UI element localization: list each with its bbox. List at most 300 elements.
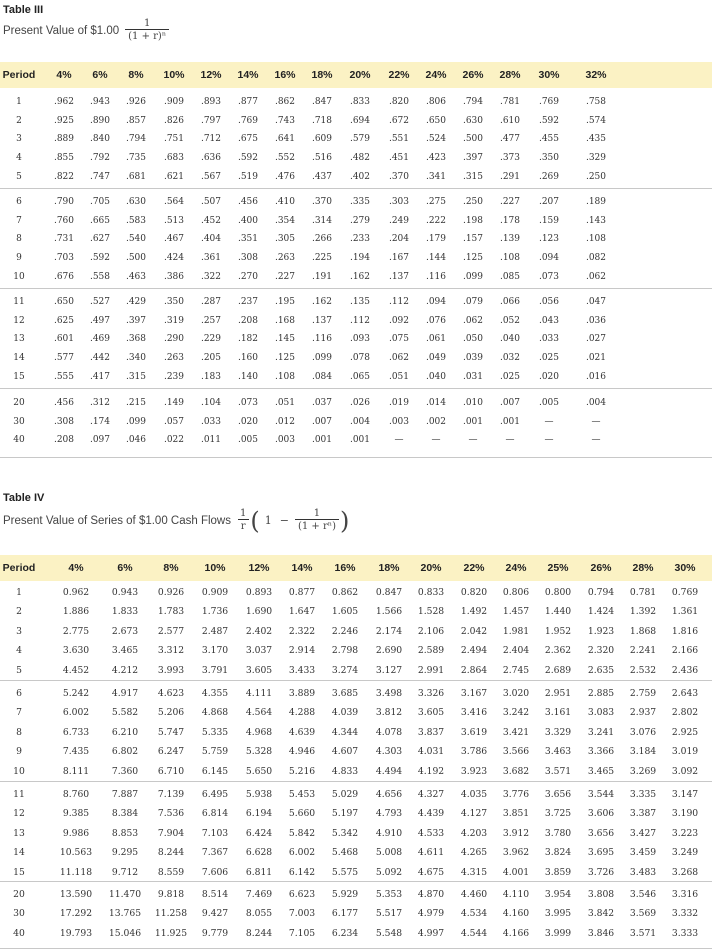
table-cell: 7.536 [157, 808, 185, 820]
table-cell: .625 [53, 315, 75, 326]
table-cell: 15.046 [108, 927, 142, 939]
table-cell: .962 [53, 97, 75, 107]
table-cell: 3.184 [629, 746, 657, 758]
table-cell: .269 [538, 171, 560, 182]
table-cell: .456 [237, 197, 259, 207]
table-cell: .062 [462, 315, 484, 326]
table-cell: 4.355 [201, 688, 229, 699]
table-cell: .149 [163, 398, 185, 408]
table-cell: 1.833 [111, 606, 139, 618]
table-cell: 4.160 [502, 908, 530, 920]
table-cell: 1.647 [288, 606, 316, 618]
table-cell: — [591, 435, 601, 446]
table-cell: .760 [53, 215, 75, 226]
period-cell: 5 [16, 664, 22, 676]
table-cell: 4.979 [417, 908, 445, 920]
table-cell: 8.244 [157, 847, 185, 859]
table-cell: .178 [499, 215, 521, 226]
table-cell: .621 [163, 171, 185, 182]
table-cell: .157 [462, 234, 484, 245]
formula-outer-numerator: 1 [240, 508, 247, 519]
table-cell: 17.292 [59, 908, 93, 920]
table-cell: 6.814 [201, 808, 229, 820]
table-cell: 7.367 [201, 847, 229, 859]
table-cell: .423 [425, 153, 447, 164]
table-cell: 3.465 [587, 765, 615, 777]
table-cell: .062 [585, 271, 607, 282]
rate-column-header: 12% [200, 69, 222, 81]
table-cell: 13.765 [108, 908, 142, 920]
table-cell: 3.995 [544, 908, 572, 920]
table-cell: .092 [388, 315, 410, 326]
table-cell: .021 [585, 353, 607, 364]
table-cell: .718 [311, 115, 333, 126]
table-cell: 7.606 [201, 866, 229, 878]
table-cell: 2.436 [671, 664, 699, 676]
table-cell: 3.316 [671, 889, 699, 900]
table-cell: .270 [237, 271, 259, 282]
table-cell: .769 [237, 115, 259, 126]
table-iii-caption [3, 18, 169, 43]
table-cell: .322 [200, 271, 222, 282]
table-cell: 0.847 [375, 587, 403, 598]
table-cell: 3.630 [62, 645, 90, 657]
rate-column-header: 24% [425, 69, 447, 81]
table-cell: .417 [89, 371, 111, 382]
period-cell: 1 [16, 587, 22, 598]
table-cell: 3.498 [375, 688, 403, 699]
table-cell: .033 [200, 416, 222, 427]
row-divider [0, 457, 712, 458]
table-cell: 3.170 [201, 645, 229, 657]
table-cell: — [431, 435, 441, 446]
rate-column-header: 25% [547, 562, 569, 574]
table-cell: .066 [499, 297, 521, 307]
table-cell: .410 [274, 197, 296, 207]
table-cell: .182 [237, 334, 259, 345]
right-paren: ) [339, 506, 350, 535]
table-cell: .373 [499, 153, 521, 164]
table-cell: 7.003 [288, 908, 316, 920]
table-cell: 3.387 [629, 808, 657, 820]
table-cell: .094 [425, 297, 447, 307]
table-cell: .020 [538, 371, 560, 382]
table-cell: .099 [125, 416, 147, 427]
table-cell: .205 [200, 353, 222, 364]
table-cell: 4.460 [460, 889, 488, 900]
table-cell: 3.776 [502, 789, 530, 800]
table-cell: 3.851 [502, 808, 530, 820]
table-cell: 5.353 [375, 889, 403, 900]
table-cell: .052 [499, 315, 521, 326]
table-cell: .079 [462, 297, 484, 307]
table-cell: .386 [163, 271, 185, 282]
table-cell: .314 [311, 215, 333, 226]
table-cell: .370 [311, 197, 333, 207]
table-cell: .019 [388, 398, 410, 408]
period-cell: 13 [13, 334, 25, 345]
rate-column-header: 28% [632, 562, 654, 574]
table-cell: .160 [237, 353, 259, 364]
table-cell: .833 [349, 97, 371, 107]
table-cell: .104 [200, 398, 222, 408]
table-cell: .855 [53, 153, 75, 164]
table-cell: 1.457 [502, 606, 530, 618]
table-cell: .162 [349, 271, 371, 282]
table-cell: 9.427 [201, 908, 229, 920]
rate-column-header: 10% [204, 562, 226, 574]
table-cell: .050 [462, 334, 484, 345]
table-cell: .319 [163, 315, 185, 326]
table-cell: 1.868 [629, 625, 657, 637]
table-cell: 4.111 [245, 688, 273, 699]
table-cell: .456 [53, 398, 75, 408]
table-cell: .469 [89, 334, 111, 345]
table-cell: .061 [425, 334, 447, 345]
table-cell: 4.544 [460, 927, 488, 939]
period-cell: 6 [16, 197, 22, 207]
table-cell: 3.483 [629, 866, 657, 878]
table-cell: .139 [499, 234, 521, 245]
table-cell: .239 [163, 371, 185, 382]
table-cell: .609 [311, 134, 333, 145]
table-cell: .840 [89, 134, 111, 145]
table-cell: 5.008 [375, 847, 403, 859]
table-cell: .222 [425, 215, 447, 226]
table-iv-formula-outer [237, 508, 249, 533]
table-cell: .047 [585, 297, 607, 307]
table-cell: 2.635 [587, 664, 615, 676]
table-cell: 3.791 [201, 664, 229, 676]
table-cell: .099 [311, 353, 333, 364]
table-cell: 0.862 [331, 587, 359, 598]
table-cell: .195 [274, 297, 296, 307]
table-cell: .577 [53, 353, 75, 364]
table-cell: .082 [585, 253, 607, 264]
table-cell: .305 [274, 234, 296, 245]
table-cell: 2.532 [629, 664, 657, 676]
table-cell: 3.274 [331, 664, 359, 676]
table-cell: 4.288 [288, 707, 316, 719]
table-cell: 5.929 [331, 889, 359, 900]
table-cell: .191 [311, 271, 333, 282]
table-cell: 2.745 [502, 664, 530, 676]
table-cell: 3.725 [544, 808, 572, 820]
table-cell: 3.566 [502, 746, 530, 758]
table-cell: 4.946 [288, 746, 316, 758]
table-cell: .051 [388, 371, 410, 382]
table-cell: .743 [274, 115, 296, 126]
table-cell: .574 [585, 115, 607, 126]
table-cell: .303 [388, 197, 410, 207]
table-cell: 0.833 [417, 587, 445, 598]
rate-column-header: 16% [274, 69, 296, 81]
table-cell: .583 [125, 215, 147, 226]
table-cell: .027 [585, 334, 607, 345]
table-cell: 3.808 [587, 889, 615, 900]
table-cell: .601 [53, 334, 75, 345]
table-cell: .758 [585, 97, 607, 107]
rate-column-header: 20% [349, 69, 371, 81]
table-cell: .524 [425, 134, 447, 145]
period-column-header: Period [2, 69, 36, 81]
table-cell: 6.142 [288, 866, 316, 878]
table-cell: .057 [163, 416, 185, 427]
table-cell: 1.492 [460, 606, 488, 618]
rate-column-header: 4% [68, 562, 84, 574]
table-cell: 5.842 [288, 827, 316, 839]
table-cell: 3.019 [671, 746, 699, 758]
table-cell: .263 [163, 353, 185, 364]
table-cell: 3.962 [502, 847, 530, 859]
table-cell: .567 [200, 171, 222, 182]
table-cell: .014 [425, 398, 447, 408]
table-cell: .402 [349, 171, 371, 182]
table-cell: 3.312 [157, 645, 185, 657]
table-cell: 3.083 [587, 707, 615, 719]
table-cell: .291 [499, 171, 521, 182]
table-cell: .592 [538, 115, 560, 126]
table-cell: .043 [538, 315, 560, 326]
table-cell: 5.575 [331, 866, 359, 878]
table-cell: .279 [349, 215, 371, 226]
table-cell: 3.605 [417, 707, 445, 719]
rate-column-header: 22% [388, 69, 410, 81]
table-cell: 3.889 [288, 688, 316, 699]
table-cell: 4.344 [331, 726, 359, 738]
table-cell: .794 [462, 97, 484, 107]
table-cell: 4.327 [417, 789, 445, 800]
table-cell: 3.020 [502, 688, 530, 699]
table-cell: 3.333 [671, 927, 699, 939]
table-cell: 3.037 [245, 645, 273, 657]
table-cell: 3.682 [502, 765, 530, 777]
table-cell: .630 [125, 197, 147, 207]
table-cell: 3.223 [671, 827, 699, 839]
table-cell: .650 [425, 115, 447, 126]
table-cell: .476 [274, 171, 296, 182]
table-cell: .085 [499, 271, 521, 282]
table-cell: 0.909 [201, 587, 229, 598]
table-cell: 1.923 [587, 625, 615, 637]
table-cell: 3.465 [111, 645, 139, 657]
period-cell: 2 [16, 606, 22, 618]
table-cell: 0.893 [245, 587, 273, 598]
table-cell: 5.468 [331, 847, 359, 859]
table-cell: 3.421 [502, 726, 530, 738]
table-cell: 5.938 [245, 789, 273, 800]
table-cell: .002 [425, 416, 447, 427]
table-cell: 3.923 [460, 765, 488, 777]
table-cell: 2.106 [417, 625, 445, 637]
period-column-header: Period [2, 562, 36, 574]
table-cell: 2.320 [587, 645, 615, 657]
period-cell: 9 [16, 746, 22, 758]
table-cell: .312 [89, 398, 111, 408]
table-cell: 4.031 [417, 746, 445, 758]
table-cell: 7.435 [62, 746, 90, 758]
table-cell: 6.177 [331, 908, 359, 920]
period-cell: 40 [13, 927, 25, 939]
table-cell: 2.775 [62, 625, 90, 637]
table-cell: .513 [163, 215, 185, 226]
table-cell: .112 [349, 315, 371, 326]
table-cell: 1.440 [544, 606, 572, 618]
table-cell: .237 [237, 297, 259, 307]
table-cell: 4.078 [375, 726, 403, 738]
period-cell: 8 [16, 234, 22, 245]
table-cell: .040 [499, 334, 521, 345]
period-cell: 20 [13, 398, 25, 408]
table-cell: .822 [53, 171, 75, 182]
table-cell: .354 [274, 215, 296, 226]
period-cell: 12 [13, 808, 25, 820]
table-cell: .004 [349, 416, 371, 427]
table-cell: .820 [388, 97, 410, 107]
table-cell: 8.384 [111, 808, 139, 820]
table-iv-caption [3, 508, 350, 533]
table-cell: 6.802 [111, 746, 139, 758]
table-cell: .143 [585, 215, 607, 226]
table-cell: 5.660 [288, 808, 316, 820]
table-cell: .227 [499, 197, 521, 207]
period-cell: 5 [16, 171, 22, 182]
table-cell: .229 [200, 334, 222, 345]
table-cell: .005 [538, 398, 560, 408]
table-cell: 2.241 [629, 645, 657, 657]
table-cell: 3.269 [629, 765, 657, 777]
table-cell: .335 [349, 197, 371, 207]
table-cell: 4.533 [417, 827, 445, 839]
table-cell: .025 [538, 353, 560, 364]
rate-column-header: 4% [56, 69, 72, 81]
table-cell: .404 [200, 234, 222, 245]
table-cell: .215 [125, 398, 147, 408]
table-cell: .500 [125, 253, 147, 264]
table-cell: .792 [89, 153, 111, 164]
table-cell: .397 [462, 153, 484, 164]
table-cell: 6.710 [157, 765, 185, 777]
table-cell: .007 [311, 416, 333, 427]
table-cell: .862 [274, 97, 296, 107]
table-cell: 5.216 [288, 765, 316, 777]
table-cell: 9.385 [62, 808, 90, 820]
table-cell: .062 [388, 353, 410, 364]
table-cell: 3.161 [544, 707, 572, 719]
table-cell: .308 [53, 416, 75, 427]
table-cell: .125 [462, 253, 484, 264]
table-cell: .137 [311, 315, 333, 326]
period-cell: 4 [16, 645, 22, 657]
table-cell: .519 [237, 171, 259, 182]
rate-column-header: 10% [163, 69, 185, 81]
table-cell: 2.885 [587, 688, 615, 699]
table-cell: 1.886 [62, 606, 90, 618]
table-cell: 4.793 [375, 808, 403, 820]
period-cell: 8 [16, 726, 22, 738]
table-cell: .032 [499, 353, 521, 364]
table-cell: 4.675 [417, 866, 445, 878]
table-iii-title: Table III [3, 4, 44, 16]
table-cell: .497 [89, 315, 111, 326]
table-cell: 6.424 [245, 827, 273, 839]
table-cell: 4.534 [460, 908, 488, 920]
table-cell: 19.793 [59, 927, 93, 939]
table-cell: 3.127 [375, 664, 403, 676]
table-cell: .705 [89, 197, 111, 207]
table-cell: .167 [388, 253, 410, 264]
table-cell: 3.459 [629, 847, 657, 859]
row-divider [0, 680, 712, 681]
table-cell: .016 [585, 371, 607, 382]
rate-column-header: 12% [248, 562, 270, 574]
table-cell: 2.487 [201, 625, 229, 637]
table-cell: — [544, 435, 554, 446]
table-cell: .033 [538, 334, 560, 345]
table-cell: 6.811 [245, 866, 273, 878]
table-cell: 6.623 [288, 889, 316, 900]
table-cell: — [394, 435, 404, 446]
table-cell: 2.589 [417, 645, 445, 657]
rate-column-header: 18% [311, 69, 333, 81]
table-cell: 2.643 [671, 688, 699, 699]
table-cell: 8.853 [111, 827, 139, 839]
table-cell: .078 [349, 353, 371, 364]
table-cell: .001 [349, 435, 371, 446]
table-cell: 4.564 [245, 707, 273, 719]
table-cell: 4.110 [502, 889, 530, 900]
period-cell: 4 [16, 153, 22, 164]
table-cell: 11.118 [59, 866, 93, 878]
table-cell: .249 [388, 215, 410, 226]
table-cell: .467 [163, 234, 185, 245]
rate-column-header: 6% [117, 562, 133, 574]
table-cell: 2.798 [331, 645, 359, 657]
table-cell: .751 [163, 134, 185, 145]
table-cell: 3.685 [331, 688, 359, 699]
table-cell: .579 [349, 134, 371, 145]
table-cell: .451 [388, 153, 410, 164]
table-cell: .012 [274, 416, 296, 427]
table-cell: 0.926 [157, 587, 185, 598]
period-cell: 40 [13, 435, 25, 446]
table-cell: .551 [388, 134, 410, 145]
table-cell: .442 [89, 353, 111, 364]
table-cell: .073 [538, 271, 560, 282]
row-divider [0, 388, 712, 389]
table-cell: 9.779 [201, 927, 229, 939]
table-cell: 0.769 [671, 587, 699, 598]
table-cell: .076 [425, 315, 447, 326]
table-cell: 3.546 [629, 889, 657, 900]
table-cell: .350 [538, 153, 560, 164]
table-cell: 5.548 [375, 927, 403, 939]
table-cell: 2.937 [629, 707, 657, 719]
table-cell: .108 [585, 234, 607, 245]
table-cell: 4.039 [331, 707, 359, 719]
table-cell: 4.868 [201, 707, 229, 719]
table-cell: .672 [388, 115, 410, 126]
table-cell: .093 [349, 334, 371, 345]
table-cell: 2.404 [502, 645, 530, 657]
row-divider [0, 781, 712, 782]
table-cell: 3.416 [460, 707, 488, 719]
rate-column-header: 32% [585, 69, 607, 81]
table-cell: 2.042 [460, 625, 488, 637]
table-cell: 3.249 [671, 847, 699, 859]
table-cell: 7.360 [111, 765, 139, 777]
table-cell: .075 [388, 334, 410, 345]
